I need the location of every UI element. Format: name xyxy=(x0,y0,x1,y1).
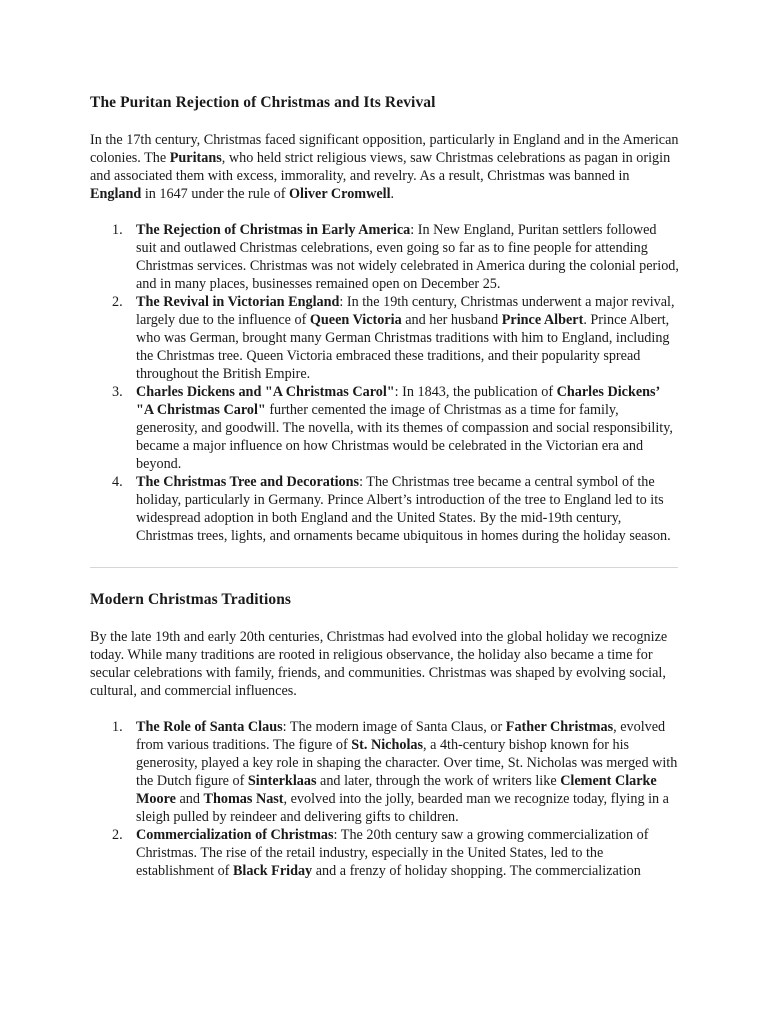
text-run: : The 20th century saw a growing commercialization of Christmas. The rise of the retail industry, especially in the United States, led to the establishment of xyxy=(136,827,649,879)
numbered-list xyxy=(90,718,680,880)
bold-term: Prince Albert xyxy=(501,312,584,328)
bold-term: The Rejection of Christmas in Early America xyxy=(136,222,411,238)
bold-term: Black Friday xyxy=(232,863,313,879)
list-item-number: 2. xyxy=(112,294,123,310)
section-modern-traditions xyxy=(90,568,680,880)
section-heading: The Puritan Rejection of Christmas and Its Revival xyxy=(90,94,436,111)
bold-term: England xyxy=(90,186,142,202)
bold-term: Thomas Nast xyxy=(203,791,284,807)
bold-term: The Role of Santa Claus xyxy=(136,719,283,735)
bold-term: The Revival in Victorian England xyxy=(136,294,340,310)
text-run: and later, through the work of writers like xyxy=(316,773,561,789)
list-item-number: 1. xyxy=(112,222,123,238)
text-run: . xyxy=(390,186,395,202)
bold-term: Charles Dickens’ "A Christmas Carol" xyxy=(136,384,660,418)
text-run: and xyxy=(175,791,204,807)
text-run: and a frenzy of holiday shopping. The commercialization xyxy=(312,863,641,879)
list-item xyxy=(112,473,680,545)
text-run: in 1647 under the rule of xyxy=(141,186,290,202)
list-item xyxy=(112,221,680,293)
list-item-number: 4. xyxy=(112,474,123,490)
text-run: By the late 19th and early 20th centuries, Christmas had evolved into the global holiday we recognize today. While many traditions are rooted in religious observance, the holiday also became a time for secular celebrations with family, friends, and communities. Christmas was shaped by evolving social, cultural, and commercial influences. xyxy=(90,629,668,699)
text-run: . Prince Albert, who was German, brought many German Christmas traditions with him to England, including the Christmas tree. Queen Victoria embraced these traditions, and their popularity spread throughout the British Empire. xyxy=(136,312,670,382)
bold-term: Commercialization of Christmas xyxy=(136,827,334,843)
text-run: , who held strict religious views, saw Christmas celebrations as pagan in origin and associated them with excess, immorality, and revelry. As a result, Christmas was banned in xyxy=(90,150,671,184)
list-item xyxy=(112,293,680,383)
text-run: further cemented the image of Christmas as a time for family, generosity, and goodwill. The novella, with its themes of compassion and social responsibility, became a major influence on how Christmas would be celebrated in the Victorian era and beyond. xyxy=(136,402,673,472)
bold-term: The Christmas Tree and Decorations xyxy=(136,474,360,490)
bold-term: Queen Victoria xyxy=(309,312,402,328)
text-run: : In New England, Puritan settlers followed suit and outlawed Christmas celebrations, even going so far as to fine people for attending Christmas services. Christmas was not widely celebrated in America during the colonial period, and in many places, businesses remained open on December 25. xyxy=(136,222,679,292)
text-run: : In 1843, the publication of xyxy=(394,384,557,400)
bold-term: Clement Clarke Moore xyxy=(136,773,657,807)
section-intro-paragraph xyxy=(90,628,680,700)
list-item-number: 1. xyxy=(112,719,123,735)
list-item xyxy=(112,718,680,826)
list-item xyxy=(112,826,680,880)
section-puritan-rejection xyxy=(90,93,680,545)
text-run: : The Christmas tree became a central symbol of the holiday, particularly in Germany. Prince Albert’s introduction of the tree to England led to its widespread adoption in both England and the United States. By the mid-19th century, Christmas trees, lights, and ornaments became ubiquitous in homes during the holiday season. xyxy=(136,474,671,544)
list-item-number: 3. xyxy=(112,384,123,400)
text-run: , evolved into the jolly, bearded man we recognize today, flying in a sleigh pulled by reindeer and delivering gifts to children. xyxy=(136,791,669,825)
numbered-list xyxy=(90,221,680,545)
bold-term: Charles Dickens and "A Christmas Carol" xyxy=(136,384,395,400)
text-run: , evolved from various traditions. The figure of xyxy=(136,719,666,753)
bold-term: Sinterklaas xyxy=(247,773,317,789)
text-run: : The modern image of Santa Claus, or xyxy=(282,719,506,735)
text-run: and her husband xyxy=(401,312,502,328)
section-heading: Modern Christmas Traditions xyxy=(90,591,292,608)
bold-term: Father Christmas xyxy=(505,719,614,735)
bold-term: Oliver Cromwell xyxy=(289,186,391,202)
document-page xyxy=(90,0,680,880)
text-run: In the 17th century, Christmas faced significant opposition, particularly in England and in the American colonies. The xyxy=(90,132,679,166)
text-run: : In the 19th century, Christmas underwent a major revival, largely due to the influence of xyxy=(136,294,675,328)
bold-term: St. Nicholas xyxy=(351,737,423,753)
list-item xyxy=(112,383,680,473)
section-intro-paragraph xyxy=(90,131,680,203)
bold-term: Puritans xyxy=(169,150,222,166)
text-run: , a 4th-century bishop known for his generosity, played a key role in shaping the character. Over time, St. Nicholas was merged with the Dutch figure of xyxy=(136,737,678,789)
list-item-number: 2. xyxy=(112,827,123,843)
